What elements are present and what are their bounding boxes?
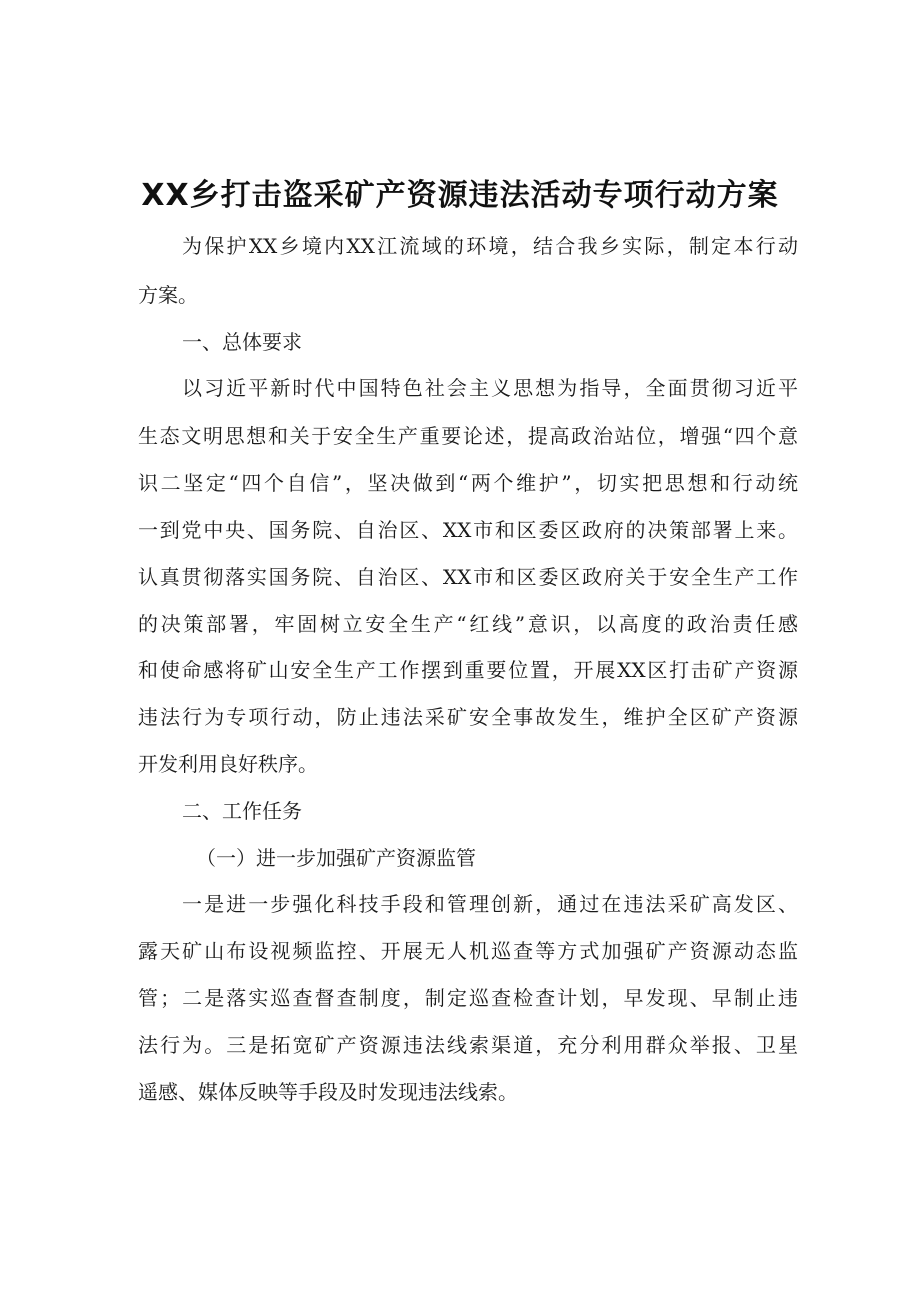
section1-line-3: 识二坚定“四个自信”，坚决做到“两个维护”，切实把思想和行动统 [138,471,798,495]
document-title: XX乡打击盗采矿产资源违法活动专项行动方案 [141,178,779,213]
section1-heading: 一、总体要求 [182,330,302,354]
section1-line-7: 和使命感将矿山安全生产工作摆到重要位置，开展XX区打击矿产资源 [138,658,798,682]
intro-line-1: 为保护XX乡境内XX江流域的环境，结合我乡实际，制定本行动 [182,234,798,258]
subsection1-line-3: 管；二是落实巡查督查制度，制定巡查检查计划，早发现、早制止违 [138,986,798,1010]
subsection1-line-2: 露天矿山布设视频监控、开展无人机巡查等方式加强矿产资源动态监 [138,939,798,963]
section1-line-6: 的决策部署，牢固树立安全生产“红线”意识，以高度的政治责任感 [138,612,798,636]
intro-line-2: 方案。 [138,283,198,307]
subsection1-line-4: 法行为。三是拓宽矿产资源违法线索渠道，充分利用群众举报、卫星 [138,1033,798,1057]
section1-line-1: 以习近平新时代中国特色社会主义思想为指导，全面贯彻习近平 [182,376,798,400]
subsection1-line-5: 遥感、媒体反映等手段及时发现违法线索。 [138,1080,518,1104]
section1-line-2: 生态文明思想和关于安全生产重要论述，提高政治站位，增强“四个意 [138,424,798,448]
section1-line-9: 开发利用良好秩序。 [138,752,318,776]
section1-line-5: 认真贯彻落实国务院、自治区、XX市和区委区政府关于安全生产工作 [138,565,798,589]
section1-line-8: 违法行为专项行动，防止违法采矿安全事故发生，维护全区矿产资源 [138,705,798,729]
section1-line-4: 一到党中央、国务院、自治区、XX市和区委区政府的决策部署上来。 [138,518,798,542]
section2-heading: 二、工作任务 [182,799,302,823]
subsection1-line-1: 一是进一步强化科技手段和管理创新，通过在违法采矿高发区、 [182,892,798,916]
subsection1-heading: （一）进一步加强矿产资源监管 [196,846,476,870]
